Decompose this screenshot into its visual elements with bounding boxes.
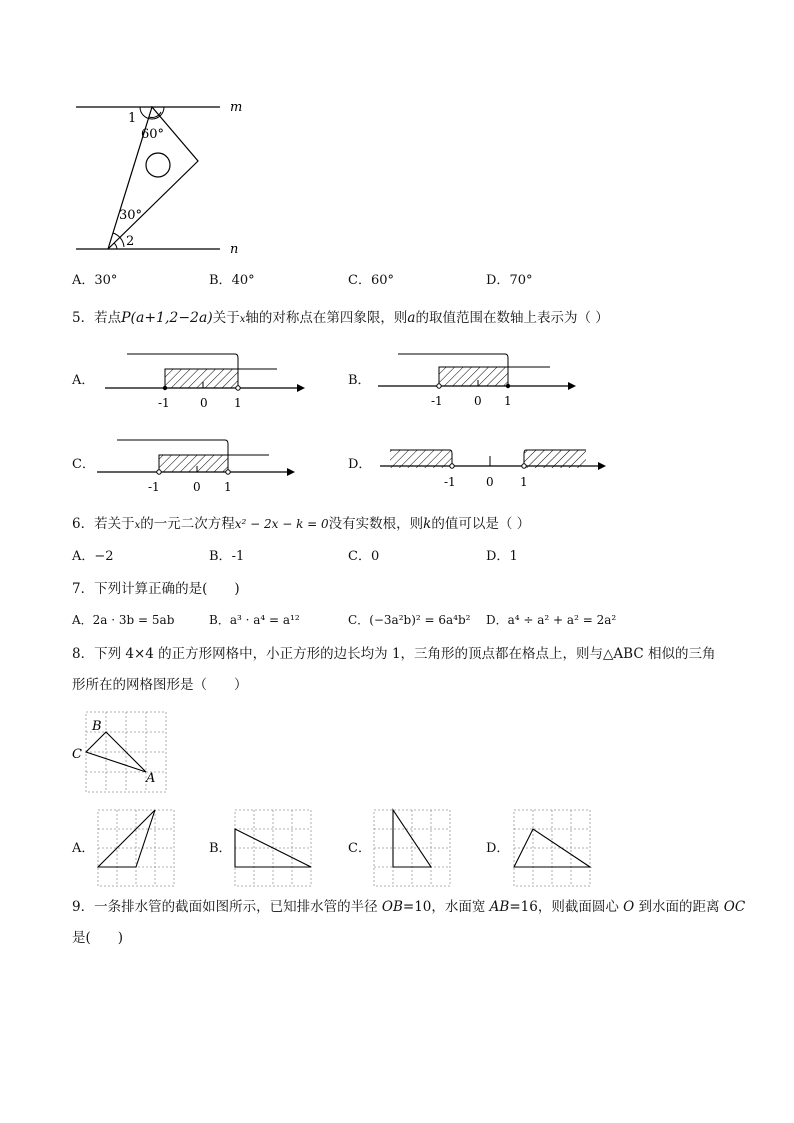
svg-text:1: 1: [234, 396, 242, 410]
q5-letter-a[interactable]: A．: [72, 373, 95, 388]
svg-text:1: 1: [504, 394, 512, 408]
q6-option-a[interactable]: A．−2: [72, 549, 114, 564]
label-a: A: [146, 771, 156, 786]
q8-grid-a[interactable]: [96, 808, 176, 888]
svg-text:0: 0: [486, 475, 494, 489]
label-angle-2: 2: [126, 234, 135, 249]
q7-stem: 7．下列计算正确的是( ): [72, 581, 240, 597]
q8-letter-d[interactable]: D．: [486, 841, 510, 856]
angle-arc-bottom-inner: [114, 243, 117, 249]
q7-option-d[interactable]: D．a⁴ ÷ a² + a² = 2a²: [486, 613, 617, 627]
q5-numberline-b[interactable]: [378, 350, 578, 410]
svg-text:0: 0: [474, 394, 482, 408]
q4-option-a[interactable]: A．30°: [72, 273, 118, 288]
svg-text:1: 1: [224, 480, 232, 494]
q8-grid-d[interactable]: [512, 808, 592, 888]
label-c: C: [72, 747, 82, 762]
svg-text:-1: -1: [431, 394, 443, 408]
q8-grid-b[interactable]: [233, 808, 313, 888]
q6-option-b[interactable]: B．-1: [209, 549, 245, 564]
q6-stem: 6．若关于x的一元二次方程x² − 2x − k = 0没有实数根，则k的值可以是（ ）: [72, 516, 531, 532]
q5-letter-b[interactable]: B．: [348, 373, 371, 388]
label-angle-1: 1: [128, 111, 137, 126]
svg-text:0: 0: [200, 396, 208, 410]
label-angle-30: 30°: [119, 208, 143, 223]
q8-letter-b[interactable]: B．: [209, 841, 232, 856]
q4-option-b[interactable]: B．40°: [209, 273, 255, 288]
q9-stem-line1: 9．一条排水管的截面如图所示，已知排水管的半径 OB=10，水面宽 AB=16，则截面圆心 O 到水面的距离 OC: [72, 899, 746, 915]
q5-letter-c[interactable]: C．: [72, 457, 95, 472]
svg-text:-1: -1: [444, 475, 456, 489]
q8-letter-c[interactable]: C．: [348, 841, 371, 856]
label-b: B: [92, 719, 102, 734]
svg-text:-1: -1: [158, 396, 170, 410]
q9-stem-line2: 是( ): [72, 930, 124, 946]
label-angle-60: 60°: [141, 127, 165, 142]
q7-option-a[interactable]: A．2a · 3b = 5ab: [72, 613, 175, 627]
q8-letter-a[interactable]: A．: [72, 841, 95, 856]
q5-numberline-a[interactable]: [105, 352, 305, 412]
q7-option-b[interactable]: B．a³ · a⁴ = a¹²: [209, 613, 300, 627]
q4-option-d[interactable]: D．70°: [486, 273, 533, 288]
svg-text:-1: -1: [148, 480, 160, 494]
q5-stem: 5．若点P(a+1,2−2a)关于x轴的对称点在第四象限，则a的取值范围在数轴上表示为（ ）: [72, 310, 609, 326]
label-n: n: [230, 242, 239, 257]
label-m: m: [230, 100, 243, 115]
q5-numberline-c[interactable]: [97, 436, 297, 496]
q5-letter-d[interactable]: D．: [348, 457, 372, 472]
q5-numberline-d[interactable]: [380, 436, 610, 496]
q8-grid-c[interactable]: [372, 808, 452, 888]
q8-reference-grid: [72, 708, 172, 796]
svg-text:0: 0: [193, 480, 201, 494]
q6-option-d[interactable]: D．1: [486, 549, 518, 564]
q8-stem-line2: 形所在的网格图形是（ ）: [72, 677, 248, 693]
q7-option-c[interactable]: C．(−3a²b)² = 6a⁴b²: [348, 613, 471, 627]
parallel-lines-figure: [70, 95, 260, 265]
svg-text:1: 1: [520, 475, 528, 489]
q4-option-c[interactable]: C．60°: [348, 273, 394, 288]
q8-stem-line1: 8．下列 4×4 的正方形网格中，小正方形的边长均为 1，三角形的顶点都在格点上，则与△ABC 相似的三角: [72, 646, 716, 662]
q6-option-c[interactable]: C．0: [348, 549, 380, 564]
ruler-hole: [146, 153, 170, 177]
